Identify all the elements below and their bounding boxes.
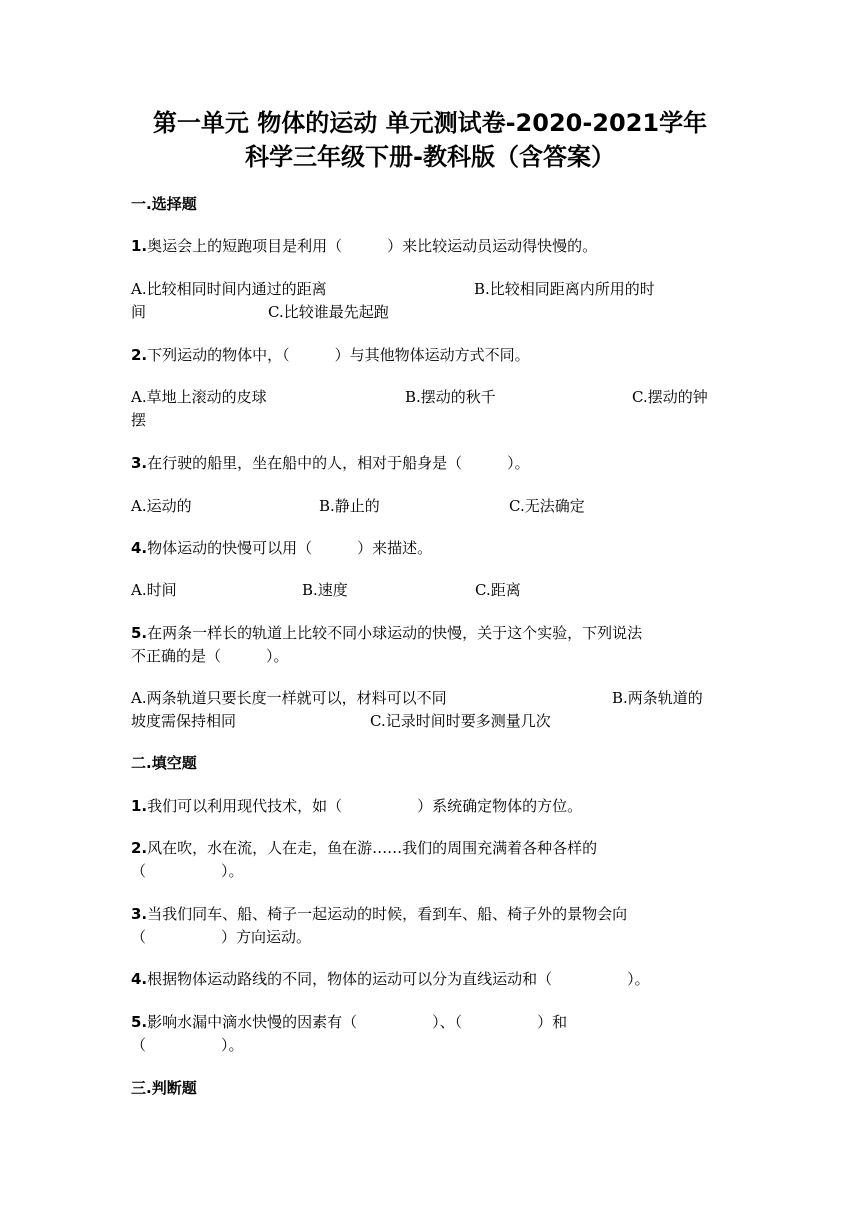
question-text-line1: 风在吹，水在流，人在走，鱼在游……我们的周围充满着各种各样的	[147, 839, 598, 857]
question-number: 5.	[131, 1013, 148, 1031]
question-choice-2	[131, 345, 530, 365]
question-text-line2: （ ）。	[131, 862, 244, 880]
option-a: A.草地上滚动的皮球	[131, 388, 267, 406]
question-number: 2.	[131, 346, 148, 364]
question-fill-5	[131, 1012, 567, 1032]
option-c: C.无法确定	[509, 497, 585, 515]
question-text: 根据物体运动路线的不同，物体的运动可以分为直线运动和（ ）。	[147, 970, 650, 988]
question-text: 我们可以利用现代技术，如（ ）系统确定物体的方位。	[147, 797, 583, 815]
section-heading-choice: 一.选择题	[131, 195, 197, 213]
question-fill-3	[131, 904, 627, 924]
option-c: C.距离	[475, 581, 521, 599]
option-b: B.比较相同距离内所用的时	[474, 280, 655, 298]
question-choice-5	[131, 623, 642, 643]
question-number: 1.	[131, 237, 148, 255]
question-fill-2	[131, 838, 597, 858]
question-text-line1: 当我们同车、船、椅子一起运动的时候，看到车、船、椅子外的景物会向	[147, 905, 628, 923]
option-b: B.两条轨道的	[612, 689, 703, 707]
question-number: 5.	[131, 624, 148, 642]
option-c: C.记录时间时要多测量几次	[370, 712, 551, 730]
question-choice-4	[131, 538, 432, 558]
option-b-wrap: 间	[131, 303, 147, 321]
option-c: C.比较谁最先起跑	[268, 303, 389, 321]
option-a: A.时间	[131, 581, 177, 599]
question-text-line1: 在两条一样长的轨道上比较不同小球运动的快慢，关于这个实验，下列说法	[147, 624, 643, 642]
question-text: 物体运动的快慢可以用（ ）来描述。	[147, 539, 433, 557]
question-text-line1: 影响水漏中滴水快慢的因素有（ ）、（ ）和	[147, 1013, 568, 1031]
option-a: A.比较相同时间内通过的距离	[131, 280, 327, 298]
question-choice-3	[131, 453, 530, 473]
question-text-line2: （ ）方向运动。	[131, 928, 312, 946]
option-a: A.两条轨道只要长度一样就可以，材料可以不同	[131, 689, 447, 707]
option-c-wrap: 摆	[131, 411, 147, 429]
doc-title-line1: 第一单元 物体的运动 单元测试卷-2020-2021学年	[152, 109, 708, 137]
option-b: B.摆动的秋千	[405, 388, 496, 406]
question-text-line2: （ ）。	[131, 1036, 244, 1054]
section-heading-judge: 三.判断题	[131, 1079, 197, 1097]
section-heading-fill: 二.填空题	[131, 754, 197, 772]
question-fill-1	[131, 796, 582, 816]
question-choice-1	[131, 236, 597, 256]
question-text: 在行驶的船里，坐在船中的人，相对于船身是（ ）。	[147, 454, 530, 472]
question-number: 1.	[131, 797, 148, 815]
question-text-line2: 不正确的是（ ）。	[131, 647, 289, 665]
question-text: 奥运会上的短跑项目是利用（ ）来比较运动员运动得快慢的。	[147, 237, 598, 255]
option-b: B.静止的	[319, 497, 380, 515]
question-number: 3.	[131, 905, 148, 923]
option-b: B.速度	[302, 581, 348, 599]
option-b-wrap: 坡度需保持相同	[131, 712, 237, 730]
doc-title-line2: 科学三年级下册-教科版（含答案）	[245, 143, 615, 171]
question-number: 4.	[131, 970, 148, 988]
question-fill-4	[131, 969, 650, 989]
question-number: 2.	[131, 839, 148, 857]
question-text: 下列运动的物体中，（ ）与其他物体运动方式不同。	[147, 346, 530, 364]
question-number: 3.	[131, 454, 148, 472]
option-c: C.摆动的钟	[632, 388, 708, 406]
question-number: 4.	[131, 539, 148, 557]
option-a: A.运动的	[131, 497, 192, 515]
